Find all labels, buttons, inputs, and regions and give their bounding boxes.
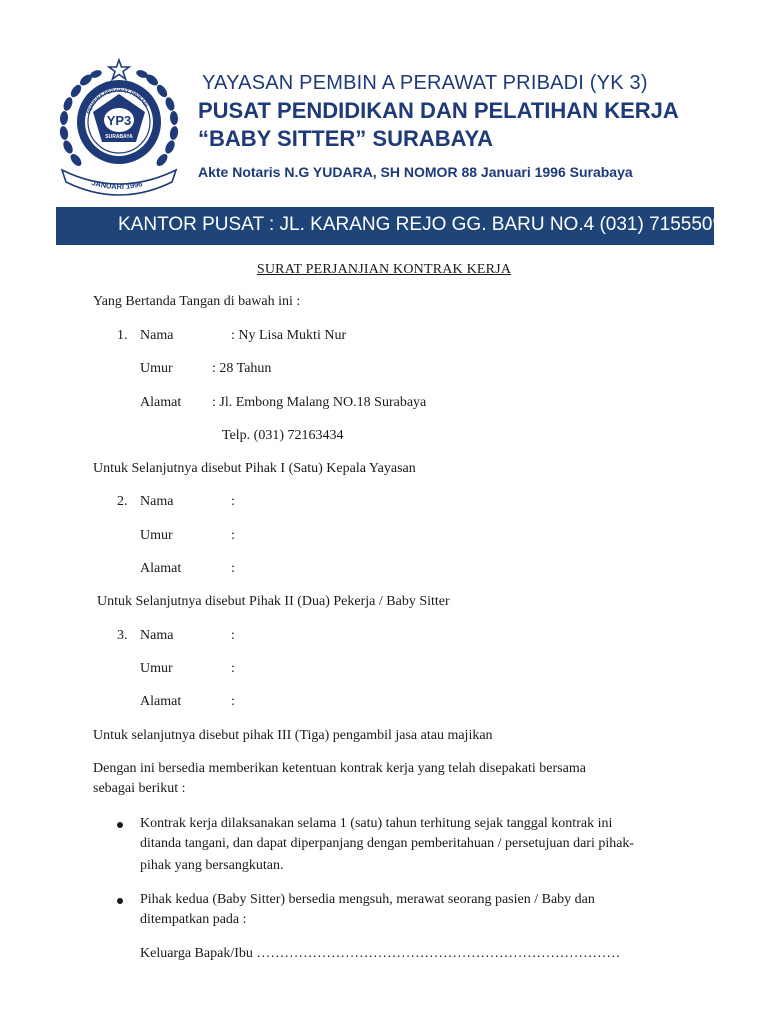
bullet-1-line-2: ditanda tangani, dan dapat diperpanjang dengan pemberitahuan / persetujuan dari pihak- xyxy=(140,836,635,851)
head-office-banner xyxy=(56,207,739,245)
head-office-address: KANTOR PUSAT : JL. KARANG REJO GG. BARU NO.4 (031) 71555096. xyxy=(118,214,739,235)
center-name: PUSAT PENDIDIKAN DAN PELATIHAN KERJA xyxy=(198,98,679,123)
logo-center-text: YP3 xyxy=(106,113,132,128)
party-2-address-colon: : xyxy=(231,561,235,576)
party-2-name-label: Nama xyxy=(140,494,174,509)
notary-deed: Akte Notaris N.G YUDARA, SH NOMOR 88 Januari 1996 Surabaya xyxy=(198,164,633,180)
foundation-name: YAYASAN PEMBIN A PERAWAT PRIBADI (YK 3) xyxy=(202,72,648,94)
party-3-name-label: Nama xyxy=(140,628,174,643)
bullet-2-line-2: ditempatkan pada : xyxy=(140,912,247,927)
party-1-address-label: Alamat xyxy=(140,395,182,410)
party-1-number: 1. xyxy=(117,328,128,343)
agreement-line-2: sebagai berikut : xyxy=(93,781,186,796)
party-2-number: 2. xyxy=(117,494,128,509)
document-title: SURAT PERJANJIAN KONTRAK KERJA xyxy=(256,262,512,277)
party-1-age-label: Umur xyxy=(140,361,173,376)
star-icon xyxy=(109,60,129,79)
party-3-name-colon: : xyxy=(231,628,235,643)
party-1-age-value: : 28 Tahun xyxy=(212,361,272,376)
party-2-name-colon: : xyxy=(231,494,235,509)
bullet-icon xyxy=(117,898,123,904)
party-1-phone: Telp. (031) 72163434 xyxy=(222,428,344,443)
party-2-description: Untuk Selanjutnya disebut Pihak II (Dua) Pekerja / Baby Sitter xyxy=(97,594,450,609)
party-1-description: Untuk Selanjutnya disebut Pihak I (Satu) Kepala Yayasan xyxy=(93,461,416,476)
logo-ribbon-text: JANUARI 1996 xyxy=(90,178,144,192)
agreement-line-1: Dengan ini bersedia memberikan ketentuan kontrak kerja yang telah disepakati bersama xyxy=(93,761,586,776)
bullet-1-line-3: pihak yang bersangkutan. xyxy=(140,858,284,873)
intro-text: Yang Bertanda Tangan di bawah ini : xyxy=(93,294,301,309)
party-2-age-label: Umur xyxy=(140,528,173,543)
party-3-age-label: Umur xyxy=(140,661,173,676)
party-1-name-value: : Ny Lisa Mukti Nur xyxy=(231,328,347,343)
party-3-number: 3. xyxy=(117,628,128,643)
letterhead xyxy=(0,0,768,262)
party-3-age-colon: : xyxy=(231,661,235,676)
bullet-2-line-1: Pihak kedua (Baby Sitter) bersedia mengsuh, merawat seorang pasien / Baby dan xyxy=(140,892,595,907)
logo-sub-text: SURABAYA xyxy=(105,134,133,140)
foundation-logo xyxy=(56,58,182,200)
logo-ring-text: PEMBINA PERAWAT PRIBADI xyxy=(86,87,149,115)
bullet-1-line-1: Kontrak kerja dilaksanakan selama 1 (satu) tahun terhitung sejak tanggal kontrak ini xyxy=(140,816,613,831)
program-name: “BABY SITTER” SURABAYA xyxy=(198,126,494,151)
party-2-address-label: Alamat xyxy=(140,561,182,576)
party-1-address-value: : Jl. Embong Malang NO.18 Surabaya xyxy=(212,395,427,410)
bullet-icon xyxy=(117,822,123,828)
party-3-address-colon: : xyxy=(231,694,235,709)
party-3-address-label: Alamat xyxy=(140,694,182,709)
party-3-description: Untuk selanjutnya disebut pihak III (Tiga) pengambil jasa atau majikan xyxy=(93,728,493,743)
family-fill-line: Keluarga Bapak/Ibu …………………………………………………………………… xyxy=(140,946,621,961)
party-2-age-colon: : xyxy=(231,528,235,543)
party-1-name-label: Nama xyxy=(140,328,174,343)
